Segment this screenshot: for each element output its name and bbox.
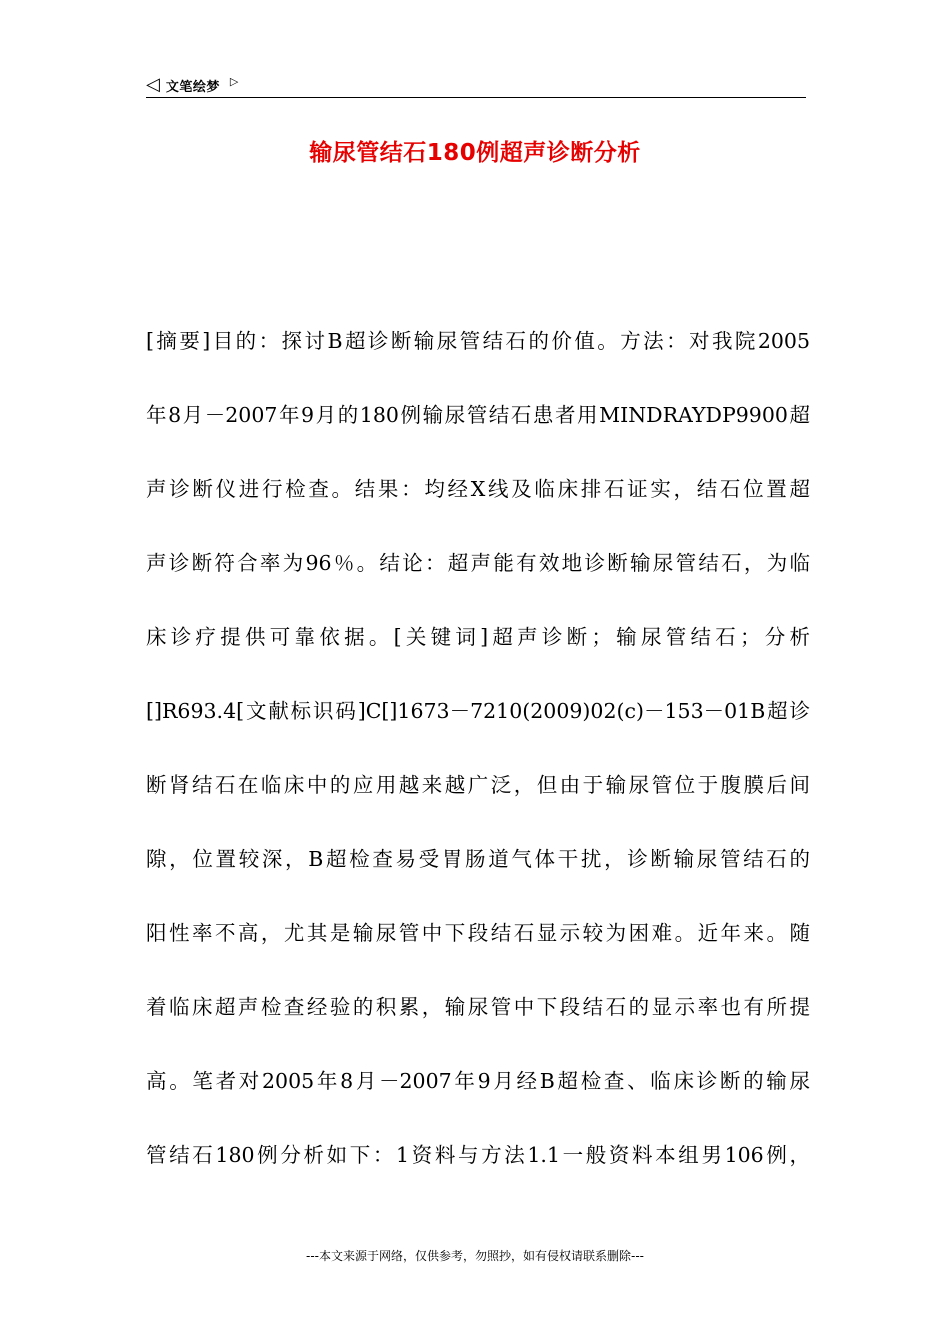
body-line: 高。笔者对2005年8月－2007年9月经B超检查、临床诊断的输尿 — [146, 1069, 810, 1093]
article-body — [146, 318, 810, 1206]
body-line: [摘要]目的：探讨B超诊断输尿管结石的价值。方法：对我院2005 — [146, 329, 810, 353]
body-line: 年8月－2007年9月的180例输尿管结石患者用MINDRAYDP9900超 — [146, 403, 810, 427]
brand-name: 文笔绘梦 — [165, 79, 220, 95]
body-line: 着临床超声检查经验的积累，输尿管中下段结石的显示率也有所提 — [146, 995, 810, 1019]
body-line: 断肾结石在临床中的应用越来越广泛，但由于输尿管位于腹膜后间 — [146, 773, 810, 797]
body-line: 声诊断仪进行检查。结果：均经X线及临床排石证实，结石位置超 — [146, 477, 810, 501]
left-triangle-icon: ◁ — [146, 74, 160, 95]
body-line: 阳性率不高，尤其是输尿管中下段结石显示较为困难。近年来。随 — [146, 921, 810, 945]
body-line: []R693.4[文献标识码]C[]1673－7210(2009)02(c)－153－01B超诊 — [146, 699, 810, 723]
document-title: 输尿管结石180例超声诊断分析 — [309, 140, 641, 166]
body-line: 床诊疗提供可靠依据。[关键词]超声诊断；输尿管结石；分析 — [146, 625, 810, 649]
body-line: 声诊断符合率为96％。结论：超声能有效地诊断输尿管结石，为临 — [146, 551, 810, 575]
header-divider — [146, 97, 806, 98]
body-line: 管结石180例分析如下：1资料与方法1.1一般资料本组男106例， — [146, 1143, 810, 1167]
page-header — [146, 74, 806, 96]
right-triangle-icon: ▷ — [229, 74, 239, 88]
page-footer: ---本文来源于网络，仅供参考，勿照抄，如有侵权请联系删除--- — [306, 1249, 644, 1263]
body-line: 隙，位置较深，B超检查易受胃肠道气体干扰，诊断输尿管结石的 — [146, 847, 810, 871]
